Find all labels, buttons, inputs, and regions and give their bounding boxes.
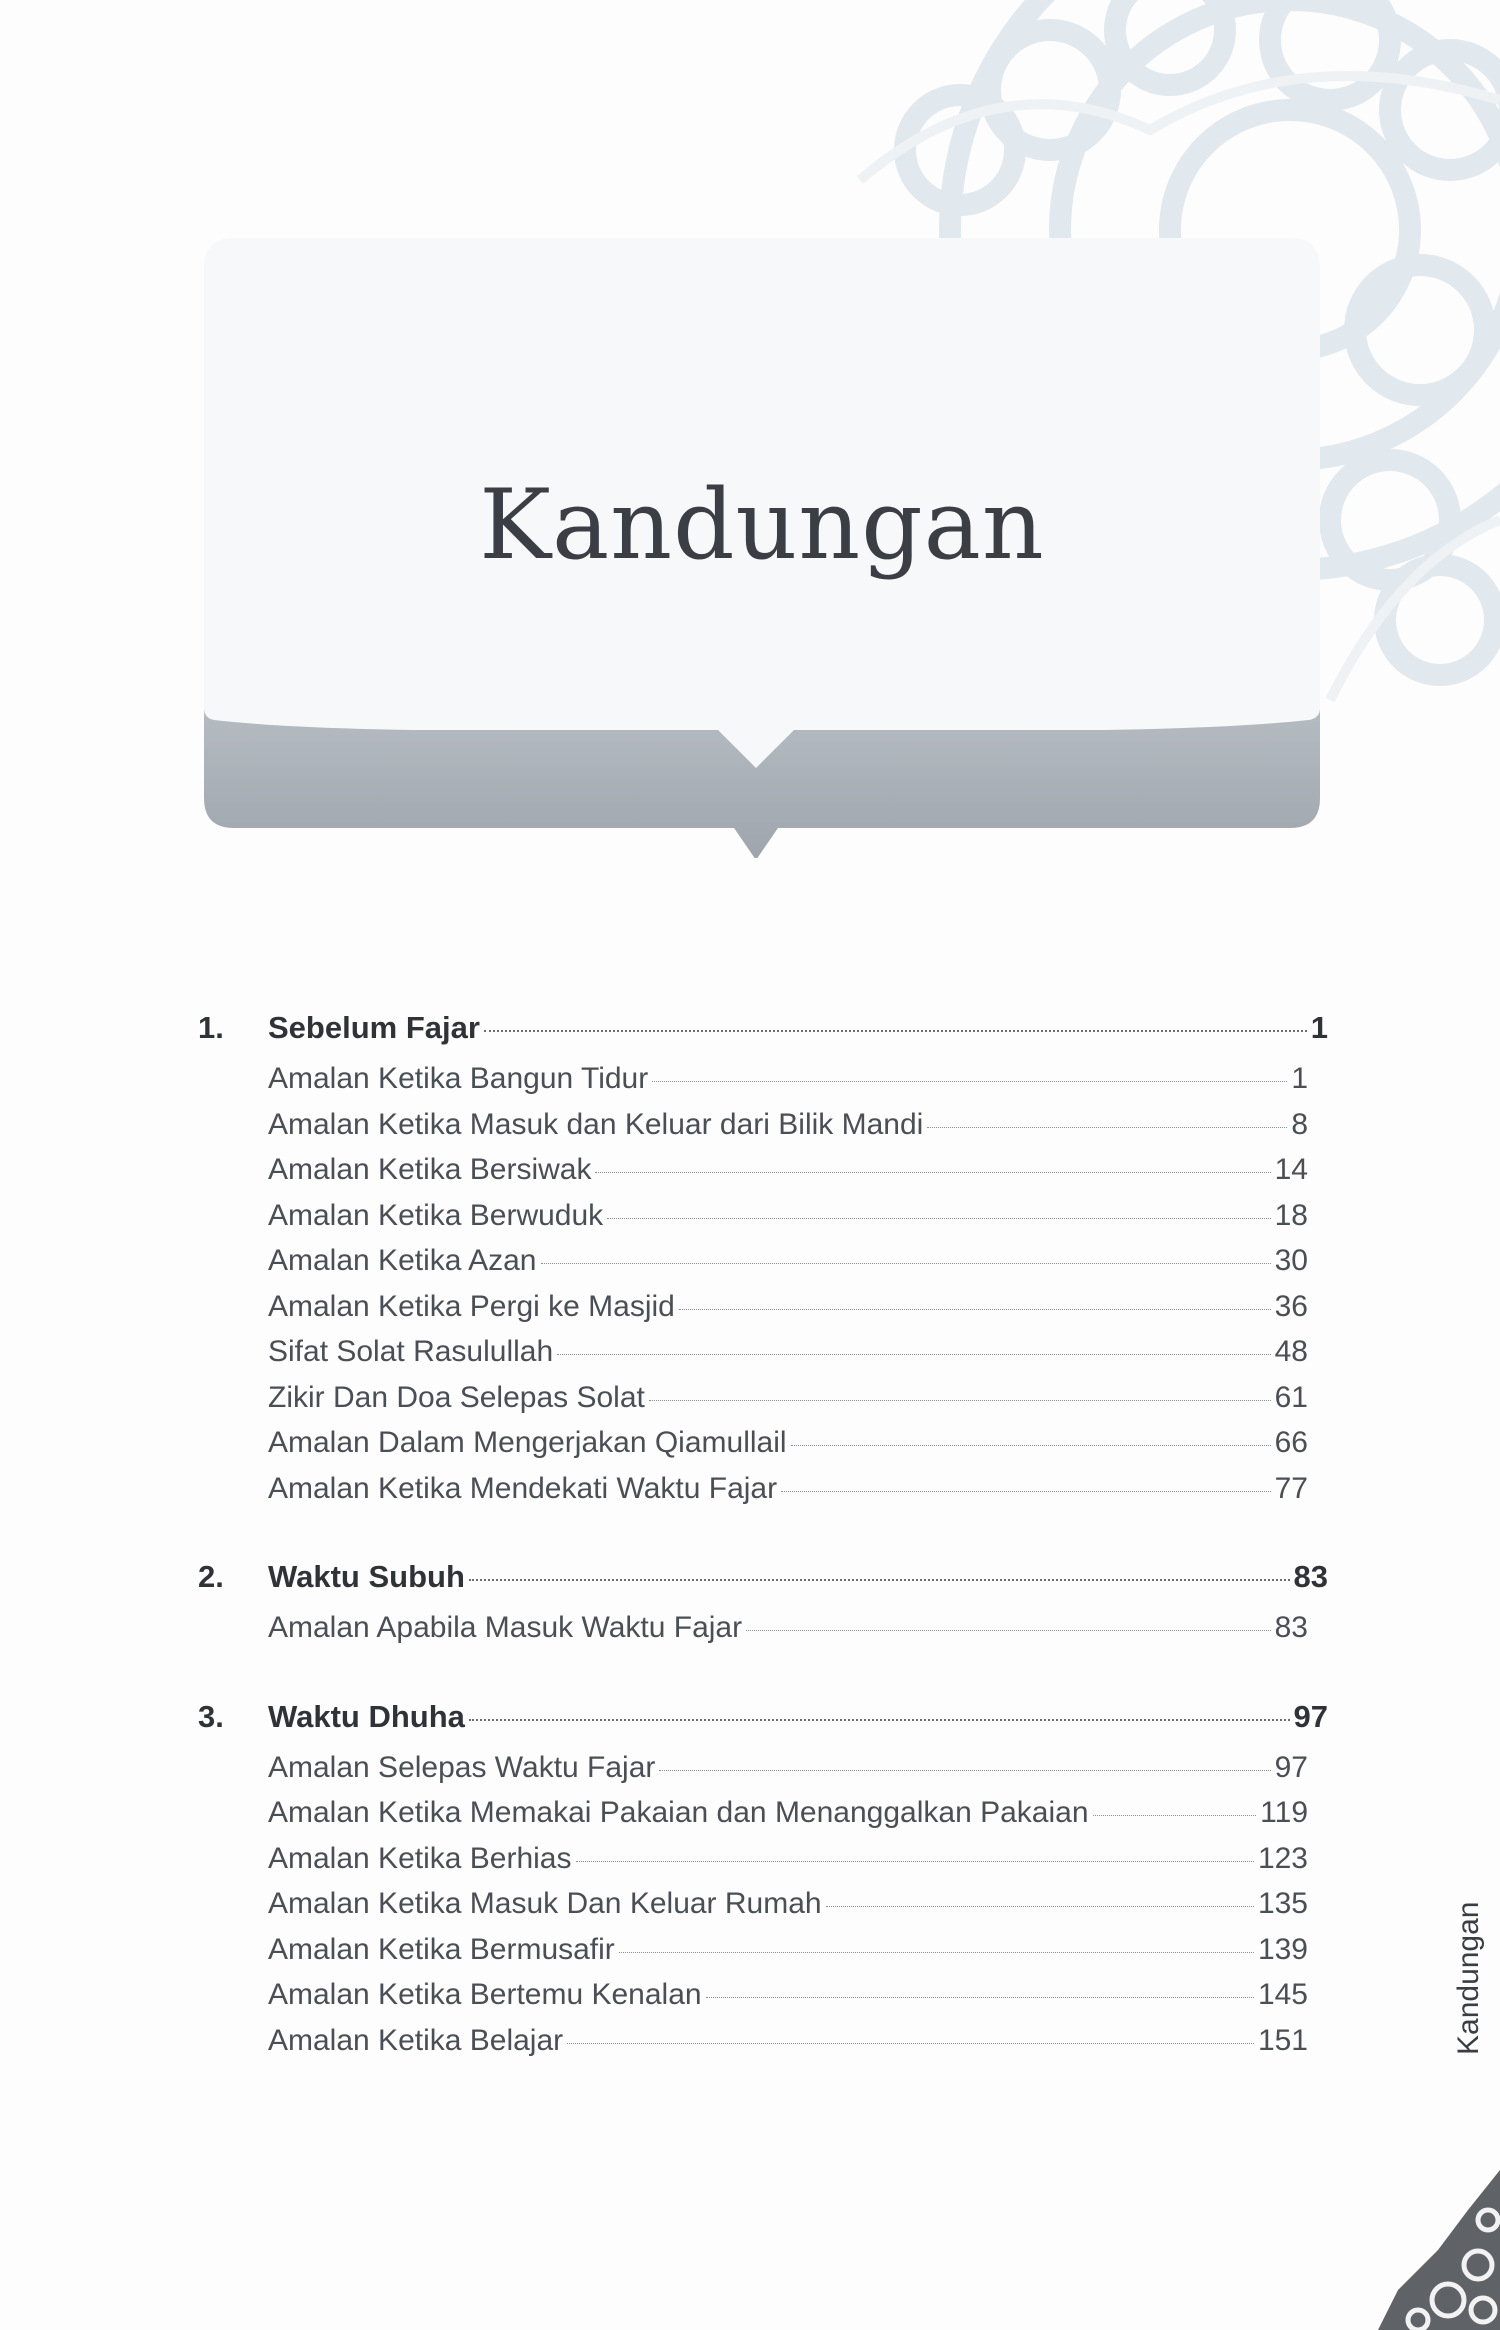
chapter-number: 3.	[198, 1698, 224, 1734]
entry-page: 48	[1274, 1335, 1308, 1368]
page-title: Kandungan	[479, 469, 1045, 582]
dot-leader	[781, 1491, 1271, 1492]
dot-leader	[484, 1030, 1307, 1032]
dot-leader	[706, 1997, 1254, 1998]
entry-title: Amalan Selepas Waktu Fajar	[268, 1750, 656, 1784]
table-of-contents	[198, 1010, 1328, 2111]
toc-entry-row[interactable]	[268, 1611, 1308, 1657]
entry-page: 135	[1257, 1887, 1308, 1920]
corner-ornament-icon	[1378, 2170, 1500, 2330]
side-tab-label: Kandungan	[1452, 1901, 1485, 2055]
dot-leader	[576, 1861, 1254, 1862]
toc-entry-row[interactable]	[268, 1153, 1308, 1199]
entry-title: Amalan Ketika Masuk dan Keluar dari Bilik Mandi	[268, 1107, 924, 1141]
toc-section	[198, 1559, 1328, 1657]
dot-leader	[826, 1906, 1254, 1907]
entry-page: 8	[1291, 1107, 1308, 1141]
entry-page: 18	[1274, 1198, 1308, 1232]
dot-leader	[679, 1309, 1271, 1310]
chapter-page: 83	[1293, 1559, 1328, 1594]
entry-title: Amalan Ketika Belajar	[268, 2023, 564, 2057]
toc-entry-row[interactable]	[268, 1290, 1308, 1336]
toc-section	[198, 1699, 1328, 2070]
chapter-number: 2.	[198, 1559, 224, 1594]
toc-entry-row[interactable]	[268, 1933, 1308, 1979]
toc-entry-row[interactable]	[268, 1062, 1308, 1108]
entry-title: Sifat Solat Rasulullah	[268, 1335, 554, 1368]
entry-page: 66	[1274, 1426, 1308, 1459]
entry-page: 123	[1257, 1841, 1308, 1875]
dot-leader	[1093, 1815, 1257, 1816]
entry-title: Zikir Dan Doa Selepas Solat	[268, 1380, 645, 1414]
entry-page: 36	[1274, 1289, 1308, 1323]
dot-leader	[567, 2043, 1254, 2044]
toc-entry-row[interactable]	[268, 1199, 1308, 1245]
entry-title: Amalan Ketika Bangun Tidur	[268, 1062, 649, 1095]
entry-page: 145	[1257, 1978, 1308, 2011]
entry-title: Amalan Ketika Berhias	[268, 1841, 572, 1875]
entry-title: Amalan Ketika Pergi ke Masjid	[268, 1289, 675, 1323]
chapter-title: Sebelum Fajar	[268, 1010, 480, 1045]
toc-chapter-row[interactable]	[198, 1699, 1328, 1751]
toc-entry-row[interactable]	[268, 1335, 1308, 1381]
dot-leader	[469, 1579, 1290, 1581]
dot-leader	[595, 1172, 1270, 1173]
chapter-number: 1.	[198, 1010, 224, 1045]
entry-page: 151	[1257, 2023, 1308, 2057]
toc-entry-row[interactable]	[268, 1108, 1308, 1154]
entry-page: 77	[1274, 1471, 1308, 1505]
toc-entry-row[interactable]	[268, 1381, 1308, 1427]
chapter-page: 97	[1293, 1698, 1328, 1734]
entry-page: 139	[1257, 1932, 1308, 1966]
toc-chapter-row[interactable]	[198, 1559, 1328, 1611]
dot-leader	[557, 1354, 1270, 1355]
toc-entry-row[interactable]	[268, 1978, 1308, 2024]
toc-entry-row[interactable]	[268, 1751, 1308, 1797]
dot-leader	[927, 1127, 1287, 1128]
dot-leader	[652, 1081, 1287, 1082]
entry-title: Amalan Ketika Bersiwak	[268, 1153, 592, 1186]
chapter-page: 1	[1310, 1010, 1328, 1045]
toc-entry-row[interactable]	[268, 1796, 1308, 1842]
entry-title: Amalan Ketika Memakai Pakaian dan Menanggalkan Pakaian	[268, 1796, 1089, 1829]
entry-title: Amalan Ketika Masuk Dan Keluar Rumah	[268, 1887, 822, 1920]
toc-entry-row[interactable]	[268, 2024, 1308, 2070]
entry-page: 14	[1274, 1153, 1308, 1186]
dot-leader	[619, 1952, 1254, 1953]
entry-title: Amalan Dalam Mengerjakan Qiamullail	[268, 1426, 787, 1459]
entry-title: Amalan Ketika Berwuduk	[268, 1198, 604, 1232]
dot-leader	[541, 1263, 1271, 1264]
entry-title: Amalan Apabila Masuk Waktu Fajar	[268, 1611, 743, 1644]
toc-entry-row[interactable]	[268, 1244, 1308, 1290]
entry-page: 97	[1274, 1750, 1308, 1784]
dot-leader	[649, 1400, 1271, 1401]
chapter-title: Waktu Dhuha	[268, 1698, 465, 1734]
entry-title: Amalan Ketika Bermusafir	[268, 1932, 615, 1966]
dot-leader	[659, 1770, 1270, 1771]
entry-title: Amalan Ketika Azan	[268, 1244, 537, 1277]
toc-entry-row[interactable]	[268, 1842, 1308, 1888]
entry-title: Amalan Ketika Mendekati Waktu Fajar	[268, 1471, 778, 1505]
dot-leader	[746, 1630, 1271, 1631]
entry-title: Amalan Ketika Bertemu Kenalan	[268, 1978, 702, 2011]
entry-page: 30	[1274, 1244, 1308, 1277]
dot-leader	[469, 1719, 1290, 1721]
toc-entry-row[interactable]	[268, 1887, 1308, 1933]
chapter-title: Waktu Subuh	[268, 1559, 465, 1594]
entry-page: 119	[1260, 1796, 1308, 1829]
entry-page: 1	[1291, 1062, 1308, 1095]
toc-chapter-row[interactable]	[198, 1010, 1328, 1062]
dot-leader	[607, 1218, 1270, 1219]
toc-entry-row[interactable]	[268, 1426, 1308, 1472]
entry-page: 83	[1274, 1611, 1308, 1644]
toc-section	[198, 1010, 1328, 1517]
entry-page: 61	[1274, 1380, 1308, 1414]
dot-leader	[791, 1445, 1271, 1446]
toc-entry-row[interactable]	[268, 1472, 1308, 1518]
